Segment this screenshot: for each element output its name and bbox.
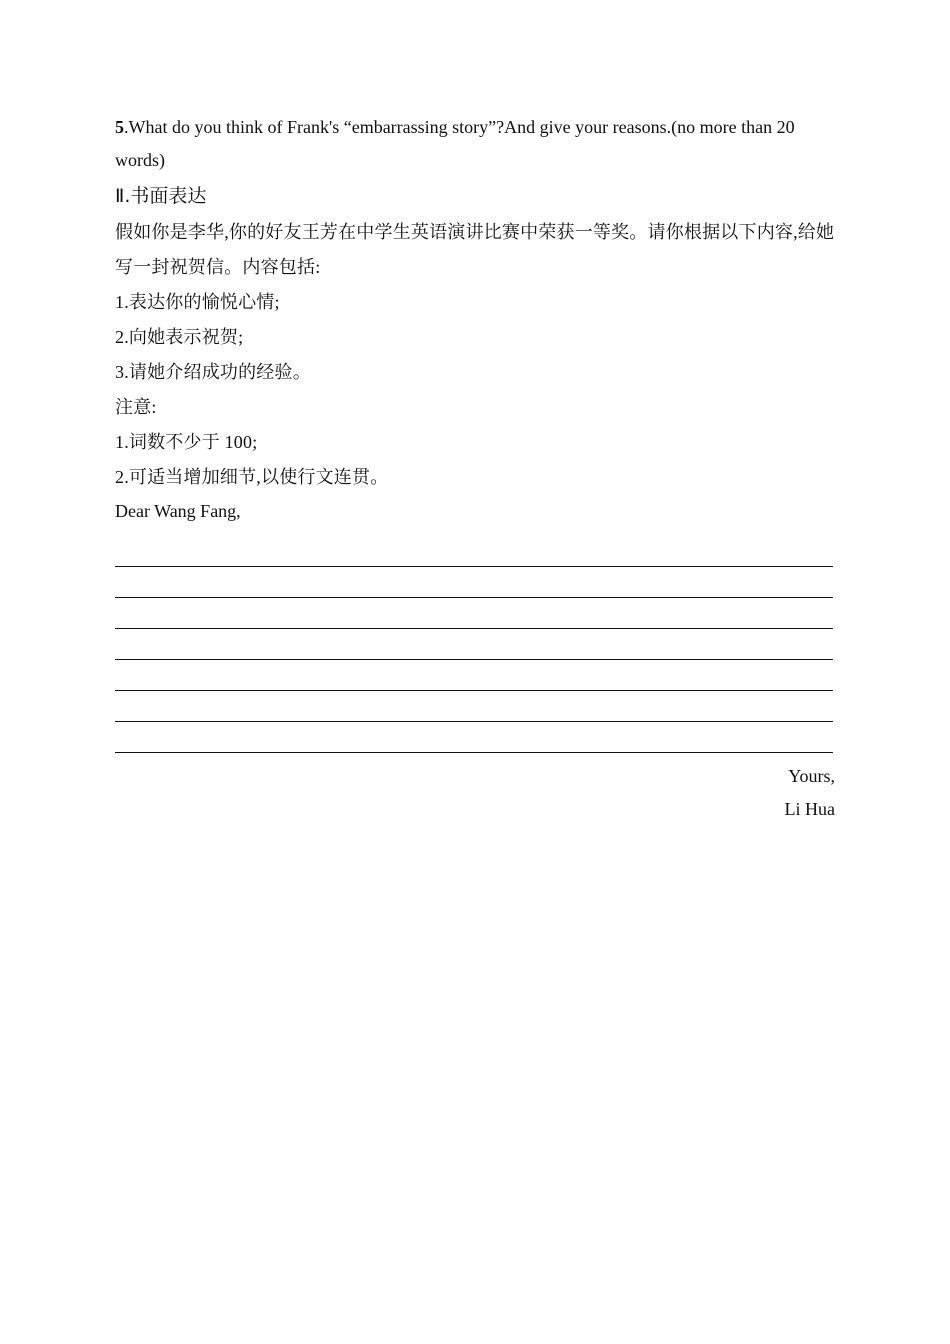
answer-line[interactable] — [115, 598, 833, 629]
answer-line[interactable] — [115, 691, 833, 722]
answer-line[interactable] — [115, 722, 833, 753]
prompt-point: 1.表达你的愉悦心情; — [115, 292, 280, 312]
letter-closing: Yours, — [788, 766, 835, 786]
answer-line[interactable] — [115, 536, 833, 567]
answer-line[interactable] — [115, 629, 833, 660]
note-item: 2.可适当增加细节,以使行文连贯。 — [115, 467, 389, 487]
notes-label: 注意: — [115, 397, 157, 417]
prompt-point: 2.向她表示祝贺; — [115, 327, 244, 347]
worksheet-page — [115, 111, 835, 826]
answer-lines — [115, 536, 835, 753]
letter-salutation: Dear Wang Fang, — [115, 501, 241, 521]
prompt-intro: 假如你是李华,你的好友王芳在中学生英语演讲比赛中荣获一等奖。请你根据以下内容,给她写一封祝贺信。内容包括: — [115, 222, 835, 277]
question-text: .What do you think of Frank's “embarrassing story”?And give your reasons.(no more than 20 words) — [115, 117, 795, 170]
letter-signature: Li Hua — [784, 799, 835, 819]
question-number: 5 — [115, 117, 124, 137]
question-5 — [115, 111, 835, 177]
section-title: Ⅱ.书面表达 — [115, 185, 207, 207]
note-item: 1.词数不少于 100; — [115, 432, 258, 452]
answer-line[interactable] — [115, 567, 833, 598]
answer-line[interactable] — [115, 660, 833, 691]
prompt-point: 3.请她介绍成功的经验。 — [115, 362, 311, 382]
